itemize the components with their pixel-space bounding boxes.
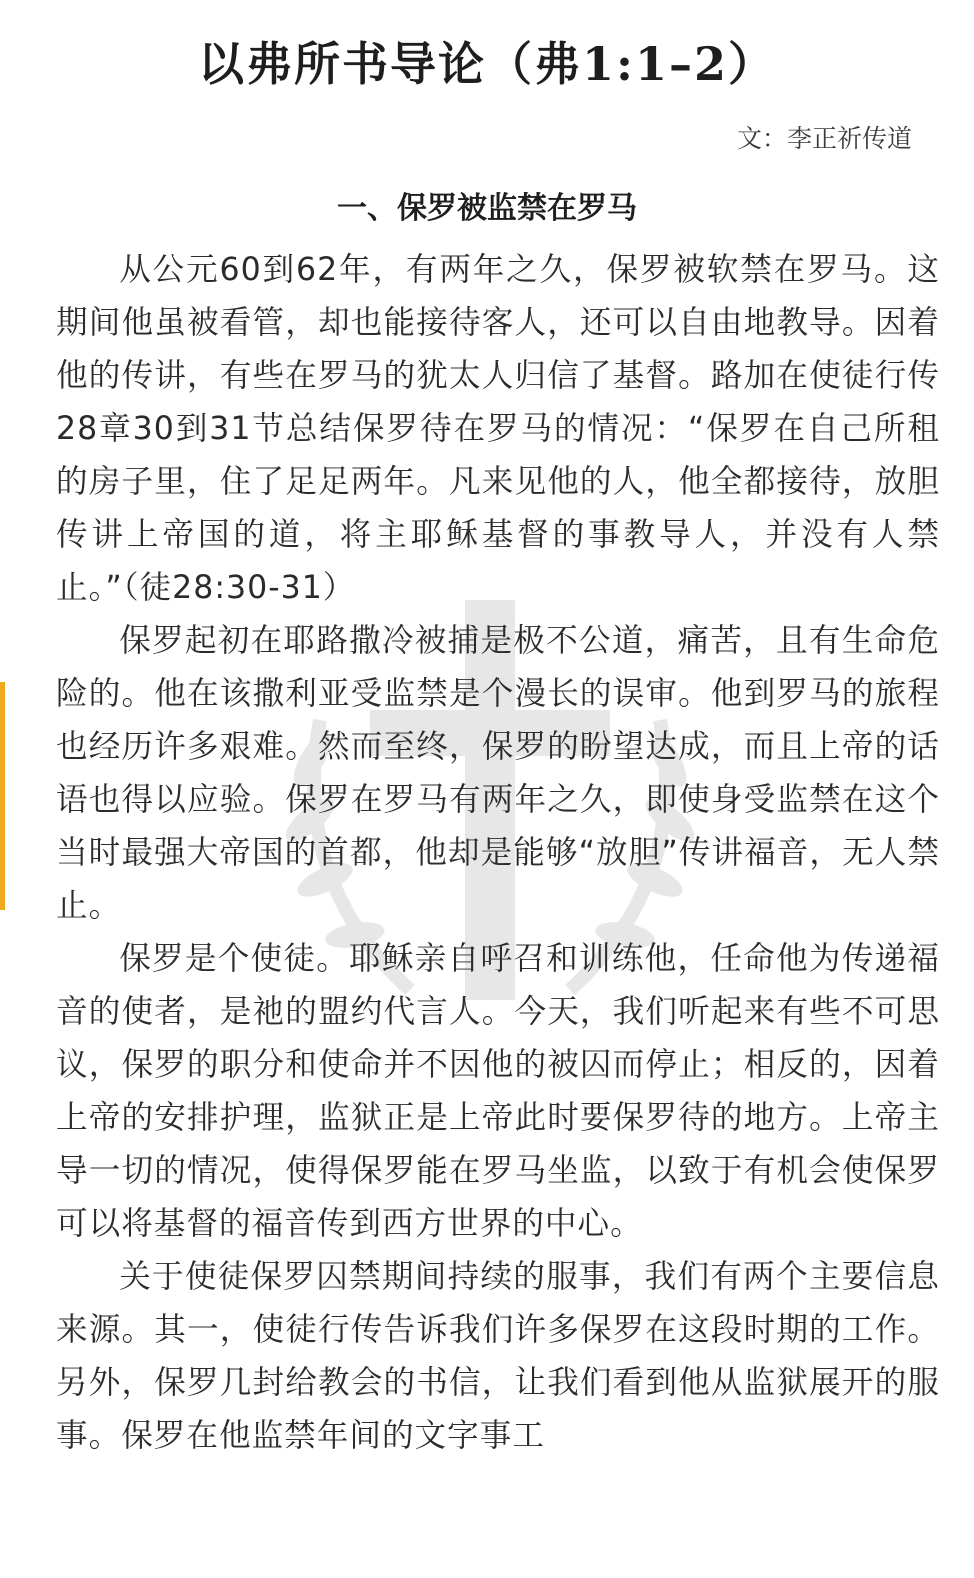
paragraph-3: 保罗是个使徒。耶稣亲自呼召和训练他，任命他为传递福音的使者，是祂的盟约代言人。今天，我们听起来有些不可思议，保罗的职分和使命并不因他的被囚而停止；相反的，因着上帝的安排护理，监狱正是上帝此时要保罗待的地方。上帝主导一切的情况，使得保罗能在罗马坐监，以致于有机会使保罗可以将基督的福音传到西方世界的中心。 [56,941,940,1242]
paragraph-4: 关于使徒保罗囚禁期间持续的服事，我们有两个主要信息来源。其一，使徒行传告诉我们许多保罗在这段时期的工作。另外，保罗几封给教会的书信，让我们看到他从监狱展开的服事。保罗在他监禁年间的文字事工 [56,1259,940,1454]
paragraph-2: 保罗起初在耶路撒冷被捕是极不公道，痛苦，且有生命危险的。他在该撒利亚受监禁是个漫长的误审。他到罗马的旅程也经历许多艰难。然而至终，保罗的盼望达成，而且上帝的话语也得以应验。保罗在罗马有两年之久，即使身受监禁在这个当时最强大帝国的首都，他却是能够“放胆”传讲福音，无人禁止。 [56,623,940,924]
section-heading: 一、保罗被监禁在罗马 [337,191,637,226]
page-title: 以弗所书导论（弗1:1–2） [197,37,776,91]
left-accent-bar [0,682,5,910]
article-body [56,244,940,1463]
author-line: 文：李正祈传道 [736,124,912,153]
paragraph-1: 从公元60到62年，有两年之久，保罗被软禁在罗马。这期间他虽被看管，却也能接待客人，还可以自由地教导。因着他的传讲，有些在罗马的犹太人归信了基督。路加在使徒行传28章30到31节总结保罗待在罗马的情况：“保罗在自己所租的房子里，住了足足两年。凡来见他的人，他全都接待，放胆传讲上帝国的道，将主耶稣基督的事教导人，并没有人禁止。”（徒28:30-31） [56,252,940,606]
